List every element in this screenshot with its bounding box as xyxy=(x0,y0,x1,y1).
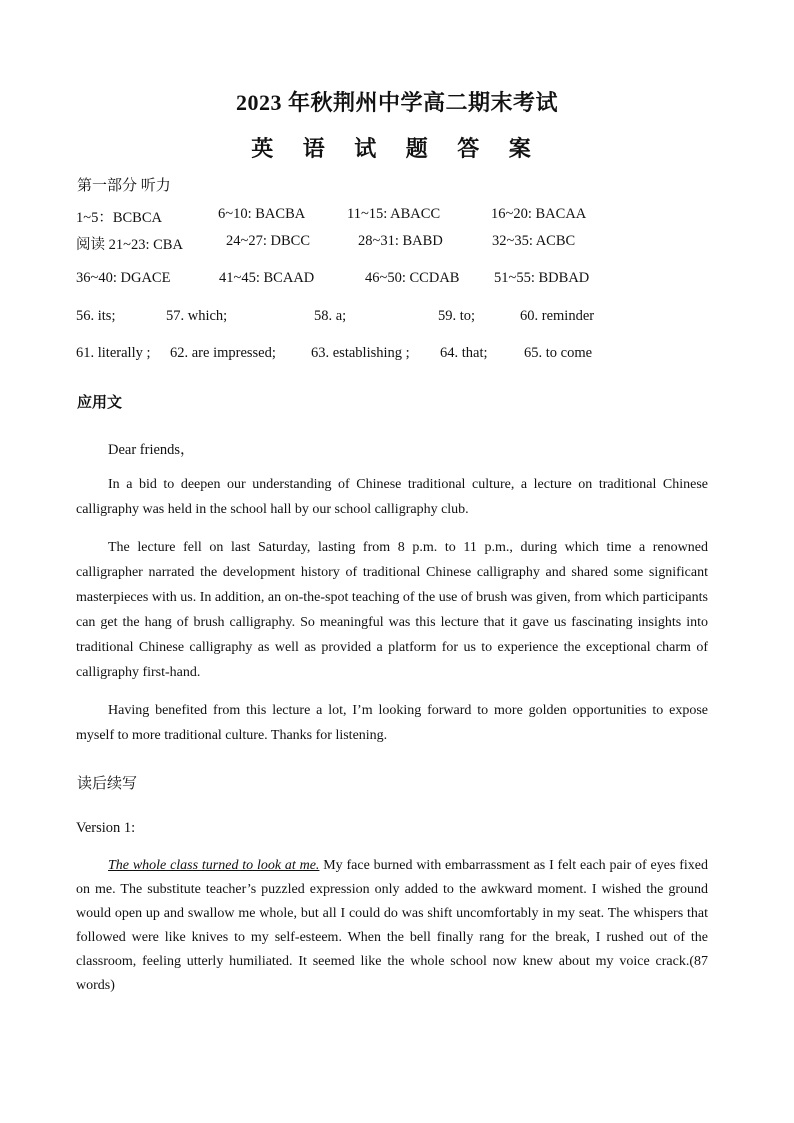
letter-paragraph: The lecture fell on last Saturday, lasting from 8 p.m. to 11 p.m., during which time a renowned calligrapher narrated the development history of traditional Chinese calligraphy and shared some significant masterpieces with us. In addition, an on-the-spot teaching of the use of brush was given, from which participants can get the hang of brush calligraphy. So meaningful was this lecture that it gave us fascinating insights into traditional Chinese calligraphy as well as provided a platform for us to experience the exceptional charm of calligraphy first-hand. xyxy=(76,540,708,680)
answer-item: 46~50: CCDAB xyxy=(365,270,460,286)
story-text: My face burned with embarrassment as I felt each pair of eyes fixed on me. The substitute teacher’s puzzled expression only added to the awkward moment. I wished the ground would open up and swallow me whole, but all I could do was shift uncomfortably in my seat. The whispers that followed were like knives to my self-esteem. When the bell finally rang for the break, I rushed out of the classroom, feeling utterly humiliated. It seemed like the whole school now knew about my voice crack.(87 words) xyxy=(76,858,708,993)
first-sentence: The whole class turned to look at me. xyxy=(108,858,320,873)
answer-item: 阅读 21~23: CBA xyxy=(76,237,183,253)
answer-item: 24~27: DBCC xyxy=(226,233,310,249)
answer-item: 1~5：BCBCA xyxy=(76,210,163,226)
answer-item: 41~45: BCAAD xyxy=(219,270,315,286)
version-label: Version 1: xyxy=(76,820,136,836)
answer-item: 63. establishing ; xyxy=(311,345,410,361)
answer-item: 16~20: BACAA xyxy=(491,206,587,222)
writing-heading: 应用文 xyxy=(77,395,123,411)
answer-item: 56. its; xyxy=(76,308,116,324)
letter-salutation: Dear friends， xyxy=(108,442,195,458)
answer-item: 61. literally ; xyxy=(76,345,151,361)
answer-item: 32~35: ACBC xyxy=(492,233,576,249)
answer-item: 58. a; xyxy=(314,308,347,324)
answer-item: 6~10: BACBA xyxy=(218,206,306,222)
answer-item: 65. to come xyxy=(524,345,593,361)
continuation-heading: 读后续写 xyxy=(77,776,138,792)
page-title: 2023 年秋荆州中学高二期末考试 xyxy=(235,90,558,115)
answer-item: 57. which; xyxy=(166,308,228,324)
answer-item: 62. are impressed; xyxy=(170,345,276,361)
answer-item: 60. reminder xyxy=(520,308,595,324)
page-subtitle: 英 语 试 题 答 案 xyxy=(251,136,543,161)
answer-item: 36~40: DGACE xyxy=(76,270,171,286)
answer-item: 64. that; xyxy=(440,345,488,361)
part1-heading: 第一部分 听力 xyxy=(77,178,171,194)
letter-paragraph: In a bid to deepen our understanding of Chinese traditional culture, a lecture on traditional Chinese calligraphy was held in the school hall by our school calligraphy club. xyxy=(76,477,708,517)
answer-item: 28~31: BABD xyxy=(358,233,443,249)
letter-paragraph: Having benefited from this lecture a lot, I’m looking forward to more golden opportunities to expose myself to more traditional culture. Thanks for listening. xyxy=(76,703,708,743)
story-paragraph xyxy=(76,854,708,998)
answer-item: 59. to; xyxy=(438,308,476,324)
answer-item: 51~55: BDBAD xyxy=(494,270,590,286)
answer-item: 11~15: ABACC xyxy=(347,206,441,222)
